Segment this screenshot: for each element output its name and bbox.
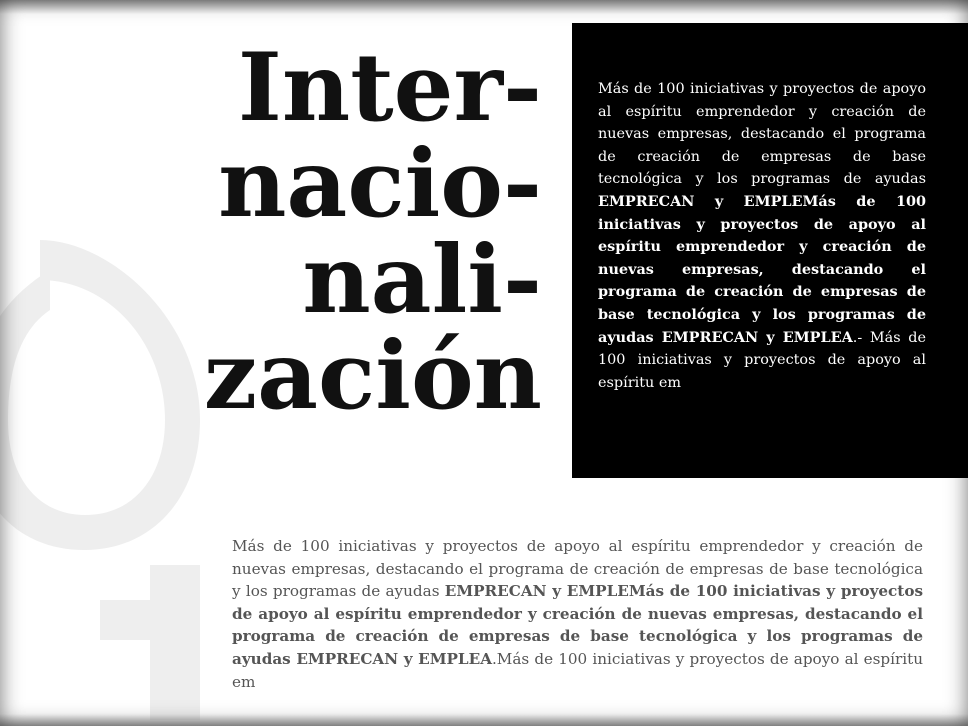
black-column-text-1: Más de 100 iniciativas y proyectos de apoyo al espíritu emprendedor y creación de nuevas empresas, destacando el programa de creación de empresas de base tecnológica y los programas de ayudas [598,81,926,188]
body-text-1: Más de 100 iniciativas y proyectos de apoyo al espíritu emprendedor y creación de nuevas empresas, destacando el programa de creación de empresas de base tecnológica y los programas de ayudas [232,537,923,601]
decorative-large-letter [0,120,210,720]
page-title [203,33,542,431]
title-line-2: nacio- [218,129,542,239]
black-text-column [572,23,968,478]
bottom-edge-shade [0,714,968,726]
body-paragraph [232,535,923,693]
black-column-text-2: .- Más de 100 iniciativas y proyectos de apoyo al espíritu em [598,329,927,391]
black-column-bold-text: EMPRECAN y EMPLEMás de 100 iniciativas y proyectos de apoyo al espíritu emprendedor y creación de nuevas empresas, destacando el programa de creación de empresas de base tecnológica y los programas de ayudas EMPRECAN y EMPLEA [598,192,926,346]
black-column-paragraph [598,78,926,394]
title-line-3: nali- [302,225,542,335]
body-bold-text: EMPRECAN y EMPLEMás de 100 iniciativas y proyectos de apoyo al espíritu emprendedor y creación de nuevas empresas, destacando el programa de creación de empresas de base tecnológica y los programas de ayudas EMPRECAN y EMPLEA [232,582,924,668]
body-text-2: .Más de 100 iniciativas y proyectos de apoyo al espíritu em [232,649,923,691]
top-edge-shade [0,0,968,14]
title-line-1: Inter- [237,33,542,143]
title-line-4: zación [203,321,542,431]
